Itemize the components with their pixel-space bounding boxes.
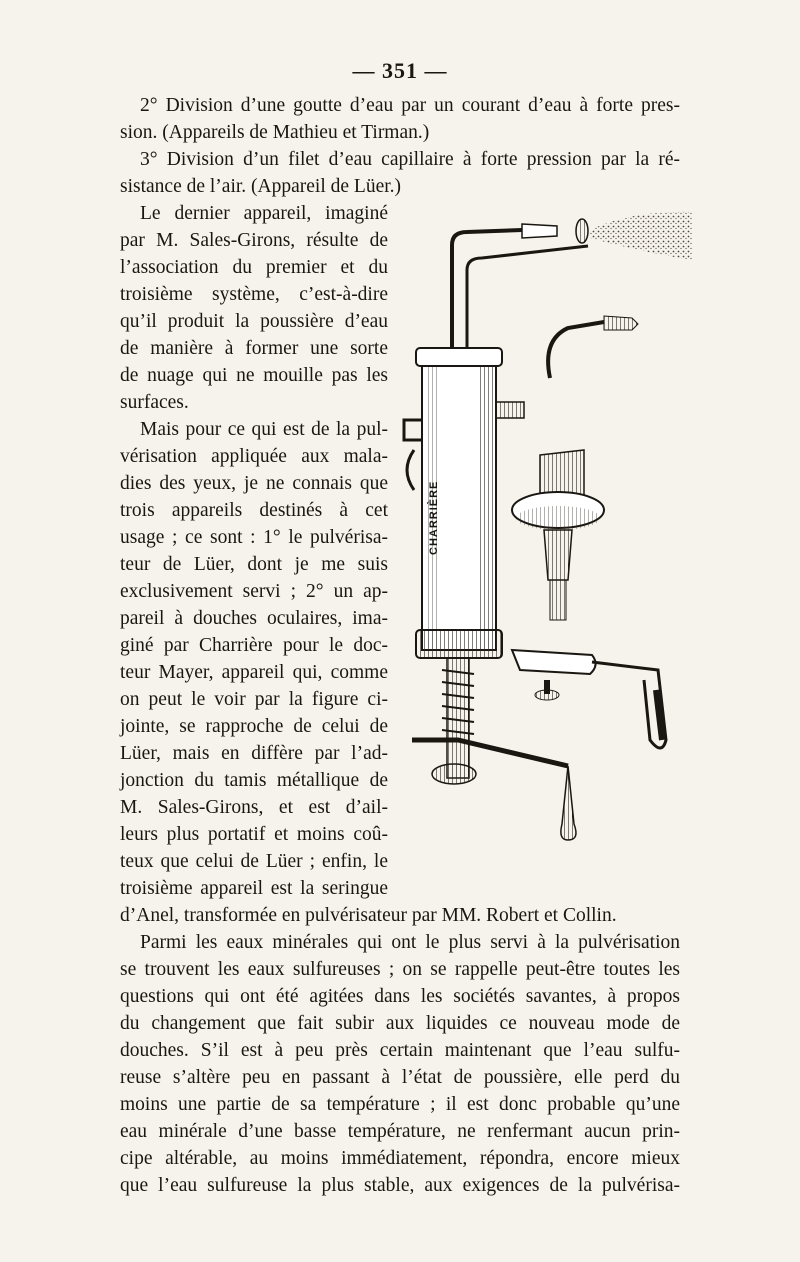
- text-line: vérisation appliquée aux mala-: [120, 446, 388, 467]
- text-line: de nuage qui ne mouille pas les: [120, 365, 388, 386]
- text-line: teur Mayer, appareil qui, comme: [120, 662, 388, 683]
- text-line: leurs plus portatif et moins coû-: [120, 824, 388, 845]
- text-line: sistance de l’air. (Appareil de Lüer.): [120, 176, 402, 197]
- text-line: dies des yeux, je ne connais que: [120, 473, 388, 494]
- text-line: questions qui ont été agitées dans les sociétés savantes, à propos: [120, 986, 680, 1007]
- text-line: trois appareils destinés à cet: [120, 500, 388, 521]
- text-line: pareil à douches oculaires, ima-: [120, 608, 388, 629]
- text-line: douches. S’il est à peu près certain maintenant que l’eau sulfu-: [120, 1040, 680, 1061]
- text-line: qu’il produit la poussière d’eau: [120, 311, 388, 332]
- text-line: se trouvent les eaux sulfureuses ; on se rappelle peut-être toutes les: [120, 959, 680, 980]
- maker-mark-label: CHARRIÈRE: [428, 480, 440, 556]
- text-line: moins une partie de sa température ; il est donc probable qu’une: [120, 1094, 680, 1115]
- text-line: jonction du tamis métallique de: [120, 770, 388, 791]
- text-line: 2° Division d’une goutte d’eau par un courant d’eau à forte pres-: [140, 95, 680, 116]
- text-line: du changement que fait subir aux liquides ce nouveau mode de: [120, 1013, 680, 1034]
- text-line: giné par Charrière pour le doc-: [120, 635, 388, 656]
- text-line: d’Anel, transformée en pulvérisateur par MM. Robert et Collin.: [120, 905, 617, 926]
- text-line: jointe, se rapproche de celui de: [120, 716, 388, 737]
- text-line: troisième appareil est la seringue: [120, 878, 388, 899]
- text-line: de manière à former une sorte: [120, 338, 388, 359]
- text-line: usage ; ce sont : 1° le pulvérisa-: [120, 527, 388, 548]
- text-line: l’association du premier et du: [120, 257, 388, 278]
- text-line: eau minérale d’une basse température, ne renfermant aucun prin-: [120, 1121, 680, 1142]
- text-line: reuse s’altère peu en passant à l’état de poussière, elle perd du: [120, 1067, 680, 1088]
- text-line: sion. (Appareils de Mathieu et Tirman.): [120, 122, 430, 143]
- text-line: surfaces.: [120, 392, 189, 413]
- text-line: Parmi les eaux minérales qui ont le plus servi à la pulvérisation: [140, 932, 680, 953]
- text-line: on peut le voir par la figure ci-: [120, 689, 388, 710]
- text-line: Mais pour ce qui est de la pul-: [140, 419, 388, 440]
- text-line: teur de Lüer, dont je me suis: [120, 554, 388, 575]
- text-line: troisième système, c’est-à-dire: [120, 284, 388, 305]
- spray-cloud-shape: [590, 212, 692, 260]
- text-line: 3° Division d’un filet d’eau capillaire à forte pression par la ré-: [140, 149, 680, 170]
- text-line: que l’eau sulfureuse la plus stable, aux exigences de la pulvérisa-: [120, 1175, 680, 1196]
- text-line: teux que celui de Lüer ; enfin, le: [120, 851, 388, 872]
- text-line: Lüer, mais en diffère par l’ad-: [120, 743, 388, 764]
- page-number: — 351 —: [352, 58, 448, 83]
- text-line: cipe altérable, au moins immédiatement, répondra, encore mieux: [120, 1148, 680, 1169]
- text-line: par M. Sales-Girons, résulte de: [120, 230, 388, 251]
- text-line: Le dernier appareil, imaginé: [140, 203, 388, 224]
- text-line: M. Sales-Girons, et est d’ail-: [120, 797, 388, 818]
- text-line: exclusivement servi ; 2° un ap-: [120, 581, 388, 602]
